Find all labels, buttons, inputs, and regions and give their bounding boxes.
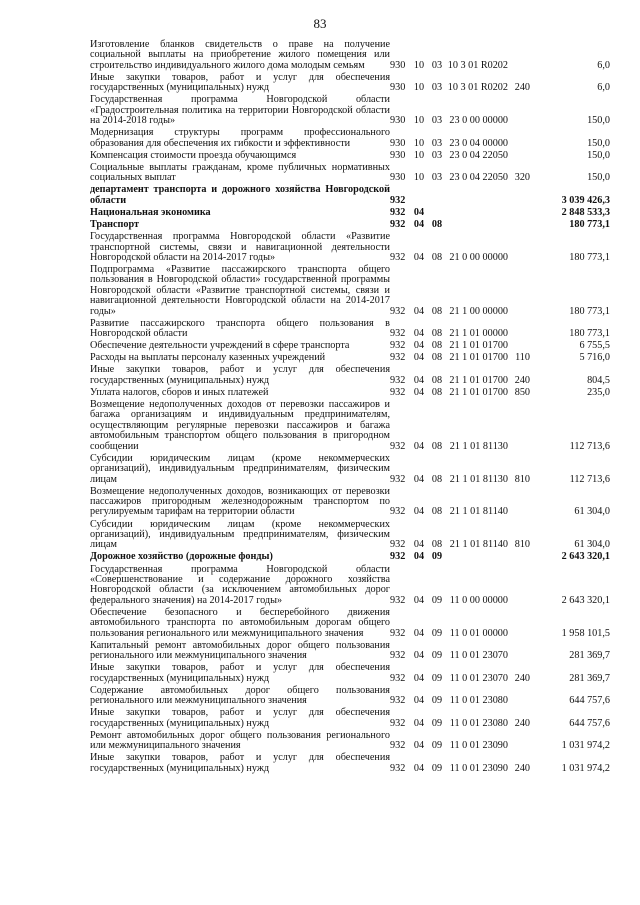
row-expense-type-code [508, 232, 530, 265]
row-section-code: 04 [413, 386, 425, 398]
row-name: Обеспечение безопасного и бесперебойного движения автомобильного транспорта по автомобильным дорогам общего пользования регионального или межмуниципального значения [90, 606, 390, 639]
row-section-code: 04 [413, 506, 425, 518]
table-row [90, 319, 610, 342]
table-row [90, 365, 610, 388]
row-ved-code: 932 [390, 328, 406, 340]
row-subsection-code: 08 [431, 352, 443, 364]
row-subsection-code: 08 [431, 386, 443, 398]
row-expense-type-code [508, 220, 530, 232]
row-subsection-code: 03 [431, 172, 443, 184]
row-section-code: 10 [413, 59, 425, 71]
row-name: Иные закупки товаров, работ и услуг для обеспечения государственных (муниципальных) нужд [90, 752, 390, 774]
table-row [90, 95, 610, 128]
table-row [90, 400, 610, 454]
row-subsection-code: 03 [431, 137, 443, 149]
page-number: 83 [313, 16, 327, 31]
row-target-article-code: 23 0 00 00000 [449, 115, 508, 127]
row-section-code: 04 [413, 251, 425, 263]
row-ved-code: 932 [390, 305, 406, 317]
row-section-code [410, 185, 428, 208]
row-name: Компенсация стоимости проезда обучающимся [90, 149, 297, 161]
row-section-code: 04 [413, 551, 425, 563]
row-target-article-code: 11 0 00 00000 [449, 594, 508, 606]
row-amount: 644 757,6 [569, 695, 610, 707]
row-expense-type-code [508, 400, 530, 454]
row-ved-code: 932 [390, 717, 406, 729]
row-target-article-code: 11 0 01 23080 [449, 695, 508, 707]
row-target-article-code: 21 1 01 81130 [449, 473, 508, 485]
row-ved-code: 930 [390, 115, 406, 127]
row-section-code: 04 [413, 627, 425, 639]
row-expense-type-code: 110 [515, 352, 530, 364]
row-expense-type-code: 850 [514, 386, 530, 398]
row-amount: 2 643 320,1 [561, 551, 610, 563]
row-subsection-code: 03 [431, 115, 443, 127]
row-ved-code: 932 [390, 194, 406, 206]
row-amount: 6,0 [597, 82, 610, 94]
row-amount: 1 031 974,2 [561, 762, 610, 774]
row-subsection-code: 08 [431, 340, 443, 352]
row-amount: 3 039 426,3 [561, 194, 610, 206]
table-row [90, 552, 610, 564]
table-row [90, 520, 610, 553]
row-ved-code: 932 [390, 740, 406, 752]
row-expense-type-code [508, 552, 530, 564]
row-target-article-code: 10 3 01 R0202 [447, 59, 508, 71]
row-section-code: 10 [413, 82, 425, 94]
row-expense-type-code [508, 686, 530, 709]
row-ved-code: 932 [390, 340, 406, 352]
row-ved-code: 932 [390, 251, 406, 263]
row-ved-code: 932 [390, 672, 406, 684]
row-name: Иные закупки товаров, работ и услуг для обеспечения государственных (муниципальных) нужд [90, 707, 390, 729]
row-subsection-code: 08 [431, 506, 443, 518]
row-expense-type-code [508, 151, 530, 163]
row-section-code: 10 [413, 149, 425, 161]
row-subsection-code: 08 [431, 219, 443, 230]
row-target-article-code: 11 0 01 23090 [449, 740, 508, 752]
row-target-article-code [446, 208, 508, 220]
row-ved-code: 932 [390, 352, 406, 364]
row-expense-type-code [508, 319, 530, 342]
table-row [90, 753, 610, 776]
row-expense-type-code: 240 [514, 672, 530, 684]
row-ved-code: 932 [390, 473, 406, 485]
row-subsection-code: 08 [431, 328, 443, 340]
budget-table [90, 40, 610, 776]
row-target-article-code: 21 1 00 00000 [449, 305, 508, 317]
row-expense-type-code [508, 608, 530, 641]
row-target-article-code: 11 0 01 23090 [449, 762, 508, 774]
row-section-code: 10 [413, 137, 425, 149]
row-amount: 281 369,7 [569, 650, 610, 662]
row-target-article-code: 21 1 01 01700 [449, 386, 508, 398]
row-section-code: 04 [413, 740, 425, 752]
table-row [90, 663, 610, 686]
row-target-article-code: 11 0 01 00000 [449, 627, 508, 639]
row-amount: 180 773,1 [569, 251, 610, 263]
row-target-article-code: 11 0 01 23080 [449, 717, 508, 729]
row-subsection-code: 09 [431, 551, 443, 563]
row-ved-code: 930 [390, 59, 406, 71]
row-subsection-code: 09 [431, 740, 443, 752]
row-expense-type-code [508, 265, 530, 319]
table-row [90, 73, 610, 96]
row-target-article-code: 21 1 01 81130 [449, 440, 508, 452]
row-expense-type-code [508, 731, 530, 754]
row-section-code: 04 [413, 440, 425, 452]
row-amount: 61 304,0 [574, 539, 610, 551]
row-subsection-code: 08 [431, 539, 443, 551]
row-amount: 1 958 101,5 [561, 627, 610, 639]
row-section-code: 04 [413, 762, 425, 774]
row-target-article-code: 10 3 01 R0202 [447, 82, 508, 94]
row-name: Возмещение недополученных доходов, возникающих от перевозки пассажиров пригородным железнодорожным транспортом по регулируемым тарифам на территории области [90, 485, 390, 518]
row-name: Расходы на выплаты персоналу казенных учреждений [90, 352, 326, 364]
row-name: Дорожное хозяйство (дорожные фонды) [90, 551, 273, 563]
row-name: Государственная программа Новгородской области «Градостроительная политика на территории Новгородской области на 2014-2018 годы» [90, 94, 390, 127]
row-ved-code: 932 [390, 206, 406, 218]
row-expense-type-code [508, 641, 530, 664]
row-name: Субсидии юридическим лицам (кроме некоммерческих организаций), индивидуальным предпринимателям, физическим лицам [90, 452, 390, 485]
row-ved-code: 930 [390, 137, 406, 149]
row-section-code: 04 [413, 219, 425, 230]
table-row [90, 708, 610, 731]
row-ved-code: 930 [390, 149, 406, 161]
row-target-article-code: 21 1 01 01700 [449, 374, 508, 386]
row-target-article-code: 21 1 01 81140 [449, 506, 508, 518]
row-ved-code: 932 [390, 374, 406, 386]
table-row [90, 40, 610, 73]
row-amount: 150,0 [587, 137, 610, 149]
row-target-article-code [446, 220, 508, 232]
row-subsection-code: 09 [431, 594, 443, 606]
row-target-article-code: 21 1 01 00000 [449, 328, 508, 340]
row-ved-code: 932 [390, 386, 406, 398]
row-amount: 1 031 974,2 [561, 740, 610, 752]
row-section-code: 04 [413, 305, 425, 317]
row-name: Развитие пассажирского транспорта общего пользования в Новгородской области [90, 317, 390, 340]
row-section-code: 04 [413, 650, 425, 662]
row-expense-type-code: 240 [514, 374, 530, 386]
table-row [90, 608, 610, 641]
row-name: департамент транспорта и дорожного хозяйства Новгородской области [90, 184, 390, 206]
row-name: Капитальный ремонт автомобильных дорог общего пользования регионального или межмуниципального значения [90, 639, 390, 662]
row-section-code: 04 [413, 695, 425, 707]
row-expense-type-code: 320 [514, 172, 530, 184]
row-subsection-code [428, 185, 446, 208]
row-target-article-code: 21 1 01 01700 [449, 352, 508, 364]
row-ved-code: 932 [390, 551, 406, 563]
row-ved-code: 930 [390, 172, 406, 184]
row-section-code: 04 [413, 206, 425, 218]
row-section-code: 04 [413, 374, 425, 386]
row-section-code: 04 [413, 539, 425, 551]
row-section-code: 04 [413, 717, 425, 729]
row-target-article-code: 23 0 04 00000 [449, 137, 508, 149]
row-target-article-code: 23 0 04 22050 [449, 149, 508, 161]
row-subsection-code: 08 [431, 374, 443, 386]
row-subsection-code: 09 [431, 695, 443, 707]
row-section-code: 04 [413, 473, 425, 485]
row-amount: 150,0 [587, 149, 610, 161]
row-target-article-code: 11 0 01 23070 [449, 672, 508, 684]
budget-table-body [90, 40, 610, 776]
row-expense-type-code [508, 565, 530, 608]
table-row [90, 208, 610, 220]
row-subsection-code: 09 [431, 762, 443, 774]
row-section-code: 04 [413, 328, 425, 340]
row-name: Иные закупки товаров, работ и услуг для обеспечения государственных (муниципальных) нужд [90, 364, 390, 386]
row-expense-type-code [508, 128, 530, 151]
row-target-article-code: 21 0 00 00000 [449, 251, 508, 263]
row-expense-type-code: 240 [514, 762, 530, 774]
row-name: Транспорт [90, 219, 140, 230]
row-name: Ремонт автомобильных дорог общего пользования регионального или межмуниципального значения [90, 729, 390, 752]
row-amount: 6 755,5 [579, 340, 610, 352]
row-expense-type-code [508, 95, 530, 128]
row-subsection-code: 03 [431, 59, 443, 71]
row-subsection-code: 09 [431, 627, 443, 639]
row-subsection-code: 03 [431, 149, 443, 161]
row-subsection-code: 03 [431, 82, 443, 94]
row-subsection-code: 09 [431, 672, 443, 684]
table-row [90, 185, 610, 208]
row-name: Национальная экономика [90, 206, 211, 218]
row-target-article-code [446, 185, 508, 208]
row-section-code: 10 [413, 172, 425, 184]
row-subsection-code: 08 [431, 305, 443, 317]
table-row [90, 128, 610, 151]
row-ved-code: 932 [390, 539, 406, 551]
row-target-article-code [446, 552, 508, 564]
table-row [90, 454, 610, 487]
table-row [90, 163, 610, 186]
row-ved-code: 930 [390, 82, 406, 94]
row-expense-type-code: 240 [514, 82, 530, 94]
row-amount: 5 716,0 [579, 352, 610, 364]
row-amount: 150,0 [587, 115, 610, 127]
row-expense-type-code [508, 185, 530, 208]
row-expense-type-code: 810 [514, 473, 530, 485]
row-subsection-code: 08 [431, 251, 443, 263]
row-amount: 6,0 [597, 59, 610, 71]
table-row [90, 731, 610, 754]
row-expense-type-code: 240 [514, 717, 530, 729]
table-row [90, 641, 610, 664]
row-expense-type-code [508, 40, 530, 73]
row-section-code: 10 [413, 115, 425, 127]
row-subsection-code: 08 [431, 440, 443, 452]
row-name: Субсидии юридическим лицам (кроме некоммерческих организаций), индивидуальным предпринимателям, физическим лицам [90, 518, 390, 551]
row-section-code: 04 [413, 352, 425, 364]
row-target-article-code: 11 0 01 23070 [449, 650, 508, 662]
row-amount: 61 304,0 [574, 506, 610, 518]
table-row [90, 232, 610, 265]
row-target-article-code: 21 1 01 81140 [449, 539, 508, 551]
row-amount: 150,0 [587, 172, 610, 184]
row-amount: 2 643 320,1 [561, 594, 610, 606]
row-ved-code: 932 [390, 762, 406, 774]
row-amount: 180 773,1 [569, 328, 610, 340]
row-amount: 2 848 533,3 [561, 206, 610, 218]
row-amount: 112 713,6 [569, 473, 610, 485]
row-amount: 180 773,1 [569, 305, 610, 317]
row-name: Иные закупки товаров, работ и услуг для обеспечения государственных (муниципальных) нужд [90, 71, 390, 94]
row-section-code: 04 [413, 340, 425, 352]
row-name: Содержание автомобильных дорог общего пользования регионального или межмуниципального значения [90, 684, 390, 707]
row-subsection-code: 09 [431, 717, 443, 729]
row-target-article-code: 21 1 01 01700 [449, 340, 508, 352]
row-name: Изготовление бланков свидетельств о праве на получение социальной выплаты на приобретение жилого помещения или строительство индивидуального жилого дома молодым семьям [90, 39, 390, 71]
row-amount: 112 713,6 [569, 440, 610, 452]
row-section-code: 04 [413, 672, 425, 684]
row-ved-code: 932 [390, 695, 406, 707]
row-amount: 235,0 [587, 386, 610, 398]
table-row [90, 487, 610, 520]
row-amount: 644 757,6 [569, 717, 610, 729]
row-target-article-code: 23 0 04 22050 [449, 172, 508, 184]
row-expense-type-code: 810 [514, 539, 530, 551]
row-name: Уплата налогов, сборов и иных платежей [90, 386, 269, 398]
row-name: Государственная программа Новгородской области «Совершенствование и содержание дорожного хозяйства Новгородской области (за исключением автомобильных дорог федерального значения) на 2014-2017 годы» [90, 563, 390, 606]
row-section-code: 04 [413, 594, 425, 606]
row-subsection-code: 09 [431, 650, 443, 662]
row-ved-code: 932 [390, 627, 406, 639]
table-row [90, 565, 610, 608]
row-name: Обеспечение деятельности учреждений в сфере транспорта [90, 340, 350, 352]
row-expense-type-code [508, 208, 530, 220]
row-name: Государственная программа Новгородской области «Развитие транспортной системы, связи и навигационной деятельности Новгородской области на 2014-2017 годы» [90, 231, 390, 263]
row-name: Иные закупки товаров, работ и услуг для обеспечения государственных (муниципальных) нужд [90, 662, 390, 684]
row-ved-code: 932 [390, 219, 406, 230]
row-amount: 804,5 [587, 374, 610, 386]
table-row [90, 265, 610, 319]
row-ved-code: 932 [390, 506, 406, 518]
row-ved-code: 932 [390, 594, 406, 606]
table-row [90, 686, 610, 709]
row-ved-code: 932 [390, 440, 406, 452]
row-amount: 180 773,1 [569, 219, 610, 230]
row-name: Модернизация структуры программ профессионального образования для обеспечения их гибкости и эффективности [90, 127, 390, 149]
row-name: Социальные выплаты гражданам, кроме публичных нормативных социальных выплат [90, 161, 390, 184]
row-expense-type-code [508, 487, 530, 520]
row-subsection-code: 08 [431, 473, 443, 485]
row-name: Подпрограмма «Развитие пассажирского транспорта общего пользования в Новгородской области» государственной программы Новгородской области «Развитие транспортной системы, связи и навигационной деятельности Новгородской области на 2014-2017 годы» [90, 264, 390, 317]
row-name: Возмещение недополученных доходов от перевозки пассажиров и багажа организациям и индивидуальным предпринимателям, осуществляющим регулярные перевозки пассажиров и багажа автомобильным транспортом общего пользования в пригородном сообщении [90, 399, 390, 452]
row-amount: 281 369,7 [569, 672, 610, 684]
row-ved-code: 932 [390, 650, 406, 662]
